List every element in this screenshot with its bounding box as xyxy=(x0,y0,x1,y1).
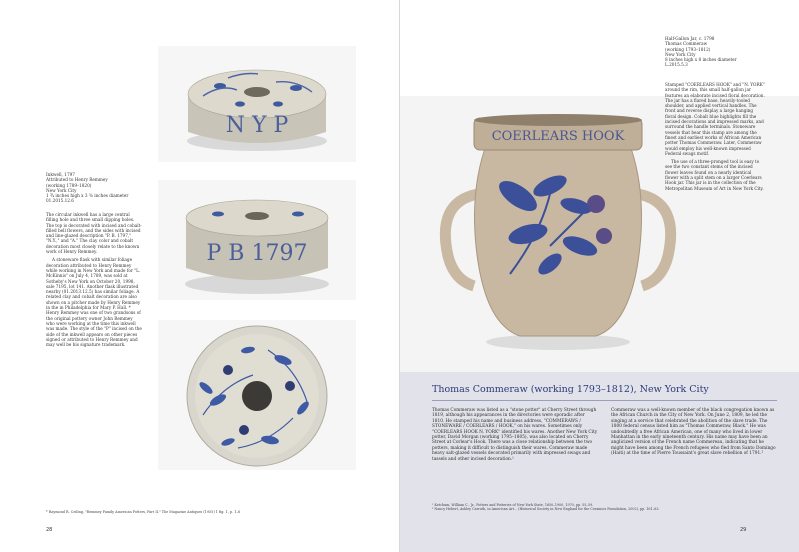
left-page xyxy=(0,0,399,552)
caption-line: L.2015.5.3 xyxy=(665,62,688,68)
inkwell-top-photo xyxy=(158,46,356,162)
caption-line: Half-Gallon Jar, c. 1798 xyxy=(665,36,715,41)
jar-description xyxy=(665,82,765,194)
caption-line: 1 ¾ inches high x 3 ⅜ inches diameter xyxy=(46,193,129,199)
inkwell-overhead-drawing xyxy=(158,320,356,470)
caption-line: (working 1789–1820) xyxy=(46,182,92,188)
inkwell-description xyxy=(46,212,142,350)
biography-column-1 xyxy=(432,408,598,462)
caption-line: 8 inches high x 8 inches diameter xyxy=(665,57,737,63)
body-paragraph: Commeraw was a well-known member of the black congregation known as the African Church in the City of New York. On June 2, 1809, he led the singing at a service that celebrated the abolition of the slave trade. The 1800 federal census listed him as "Thomas Commeraw, Black." He was undoubtedly a free African American, one of many who lived in lower Manhattan in the early nineteenth century. His name may have been an anglicized version of the French name Commereau, indicating that he might have been among the French refugees who fled from Santo Domingo (Haiti) at the time of Pierre Toussaint's great slave rebellion of 1791.² xyxy=(611,408,776,457)
biography-column-2 xyxy=(611,408,777,457)
page-number-right: 29 xyxy=(740,527,747,533)
footnote-line: ² Nancy Hebert, Ashley Carruth, in American Art... (Historical Society in New England for the Ceramics Foundation, 2002), pp. 161–63. xyxy=(432,507,660,512)
section-divider xyxy=(432,400,777,401)
inkwell-overhead-photo xyxy=(158,320,356,470)
body-paragraph: The circular inkwell has a large central filling hole and three small dipping holes. The top is decorated with incised and cobalt-filled bell flowers, and the sides with incised and line-glazed description "P. B. 1797," "N.Y.," and "A." The clay color and cobalt decoration most closely relate to the known work of Henry Remmey. xyxy=(46,212,142,255)
inkwell-side-photo xyxy=(158,180,356,300)
left-footnote: * Raymond R. Ceiling, "Remmey Family American Potters, Part II," The Magazine Antiques (1955) 1 fig. 1, p. 1–6 xyxy=(46,510,241,514)
page-number-left: 28 xyxy=(46,527,53,533)
inkwell-side-text: P B 1797 xyxy=(206,241,308,266)
body-paragraph: The use of a three-pronged tool is easy to see the two constant stems of the incised flower leaves found on a nearly identical flower with a split stem on a larger Coerlears Hook jar. This jar is in the collection of the Metropolitan Museum of Art in New York City. xyxy=(665,159,764,191)
caption-line: Attributed to Henry Remmey xyxy=(46,177,108,183)
caption-line: 01.2015.12.6 xyxy=(46,198,74,204)
body-paragraph: Thomas Commeraw was listed as a "stone potter" at Cherry Street through 1819, although his appearances in the directories were sporadic after 1810. He stamped his name and business address, "COMMERAWS / STONEWARE / COERLEARS / HOOK," on his wares. Sometimes only "COERLEARS HOOK N. YORK" identified his wares. Another New York City potter, David Morgan (working 1795–1805), was also located on Cherry Street at Corlear's Hook. There was a close relationship between the two potters, making it difficult to distinguish their wares. Commeraw made heavy salt-glazed vessels decorated primarily with impressed swags and tassels and other incised decoration.¹ xyxy=(432,408,598,462)
body-paragraph: Stamped "COERLEARS HOOK" and "N. YORK" around the rim, this small half-gallon jar features an elaborate incised floral decoration. The jar has a flared base, heavily-tooled shoulder, and applied vertical handles. The front and reverse display a large hanging floral design. Cobalt blue highlights fill the incised decorations and impressed marks, and surround the handle terminals. Stoneware vessels that bear this stamp are among the finest and earliest works of African American potter Thomas Commeraw. Later, Commeraw would employ his well-known impressed Federal swags motif. xyxy=(665,82,765,156)
inkwell-top-text: N Y P xyxy=(225,113,289,138)
inkwell-caption xyxy=(46,172,142,204)
section-title: Thomas Commeraw (working 1793–1812), New York City xyxy=(432,384,709,395)
caption-line: Thomas Commeraw xyxy=(665,41,708,47)
caption-line: New York City xyxy=(46,187,77,193)
footnote-line: ¹ Ketchum, William C., Jr., Potters and Potteries of New York State, 1650–1900, 1970, pp. 55–59. xyxy=(432,503,594,507)
body-paragraph: A stoneware flask with similar foliage decoration attributed to Henry Remmey while working in New York and made for "L. McKinnis" on July 4, 1789, was sold at Sotheby's New York on October 20, 1998, sale 7195, lot 141. Another flask illustrated nearby (01.2013.12.5) has similar foliage. A related clay and cobalt decoration are also shown on a pitcher made by Henry Remmey in the in Philadelphia for Mary P. Hall. * Henry Remmey was one of two grandsons of the original pottery owner John Remmey who were working at the time this inkwell was made. The style of the "P" incised on the side of the inkwell appears on other pieces signed or attributed to Henry Remmey and may well be his signature trademark. xyxy=(46,257,142,348)
jar-stamp-text: COERLEARS HOOK xyxy=(491,129,625,144)
potter-biography-section xyxy=(400,372,799,552)
caption-line: Inkwell, 1797 xyxy=(46,172,75,177)
caption-line: (working 1793–1812) xyxy=(665,46,711,52)
inkwell-top-drawing xyxy=(158,46,356,162)
jar-caption xyxy=(665,36,765,68)
section-footnotes xyxy=(432,503,772,512)
caption-line: New York City xyxy=(665,51,696,57)
inkwell-side-drawing xyxy=(158,180,356,300)
